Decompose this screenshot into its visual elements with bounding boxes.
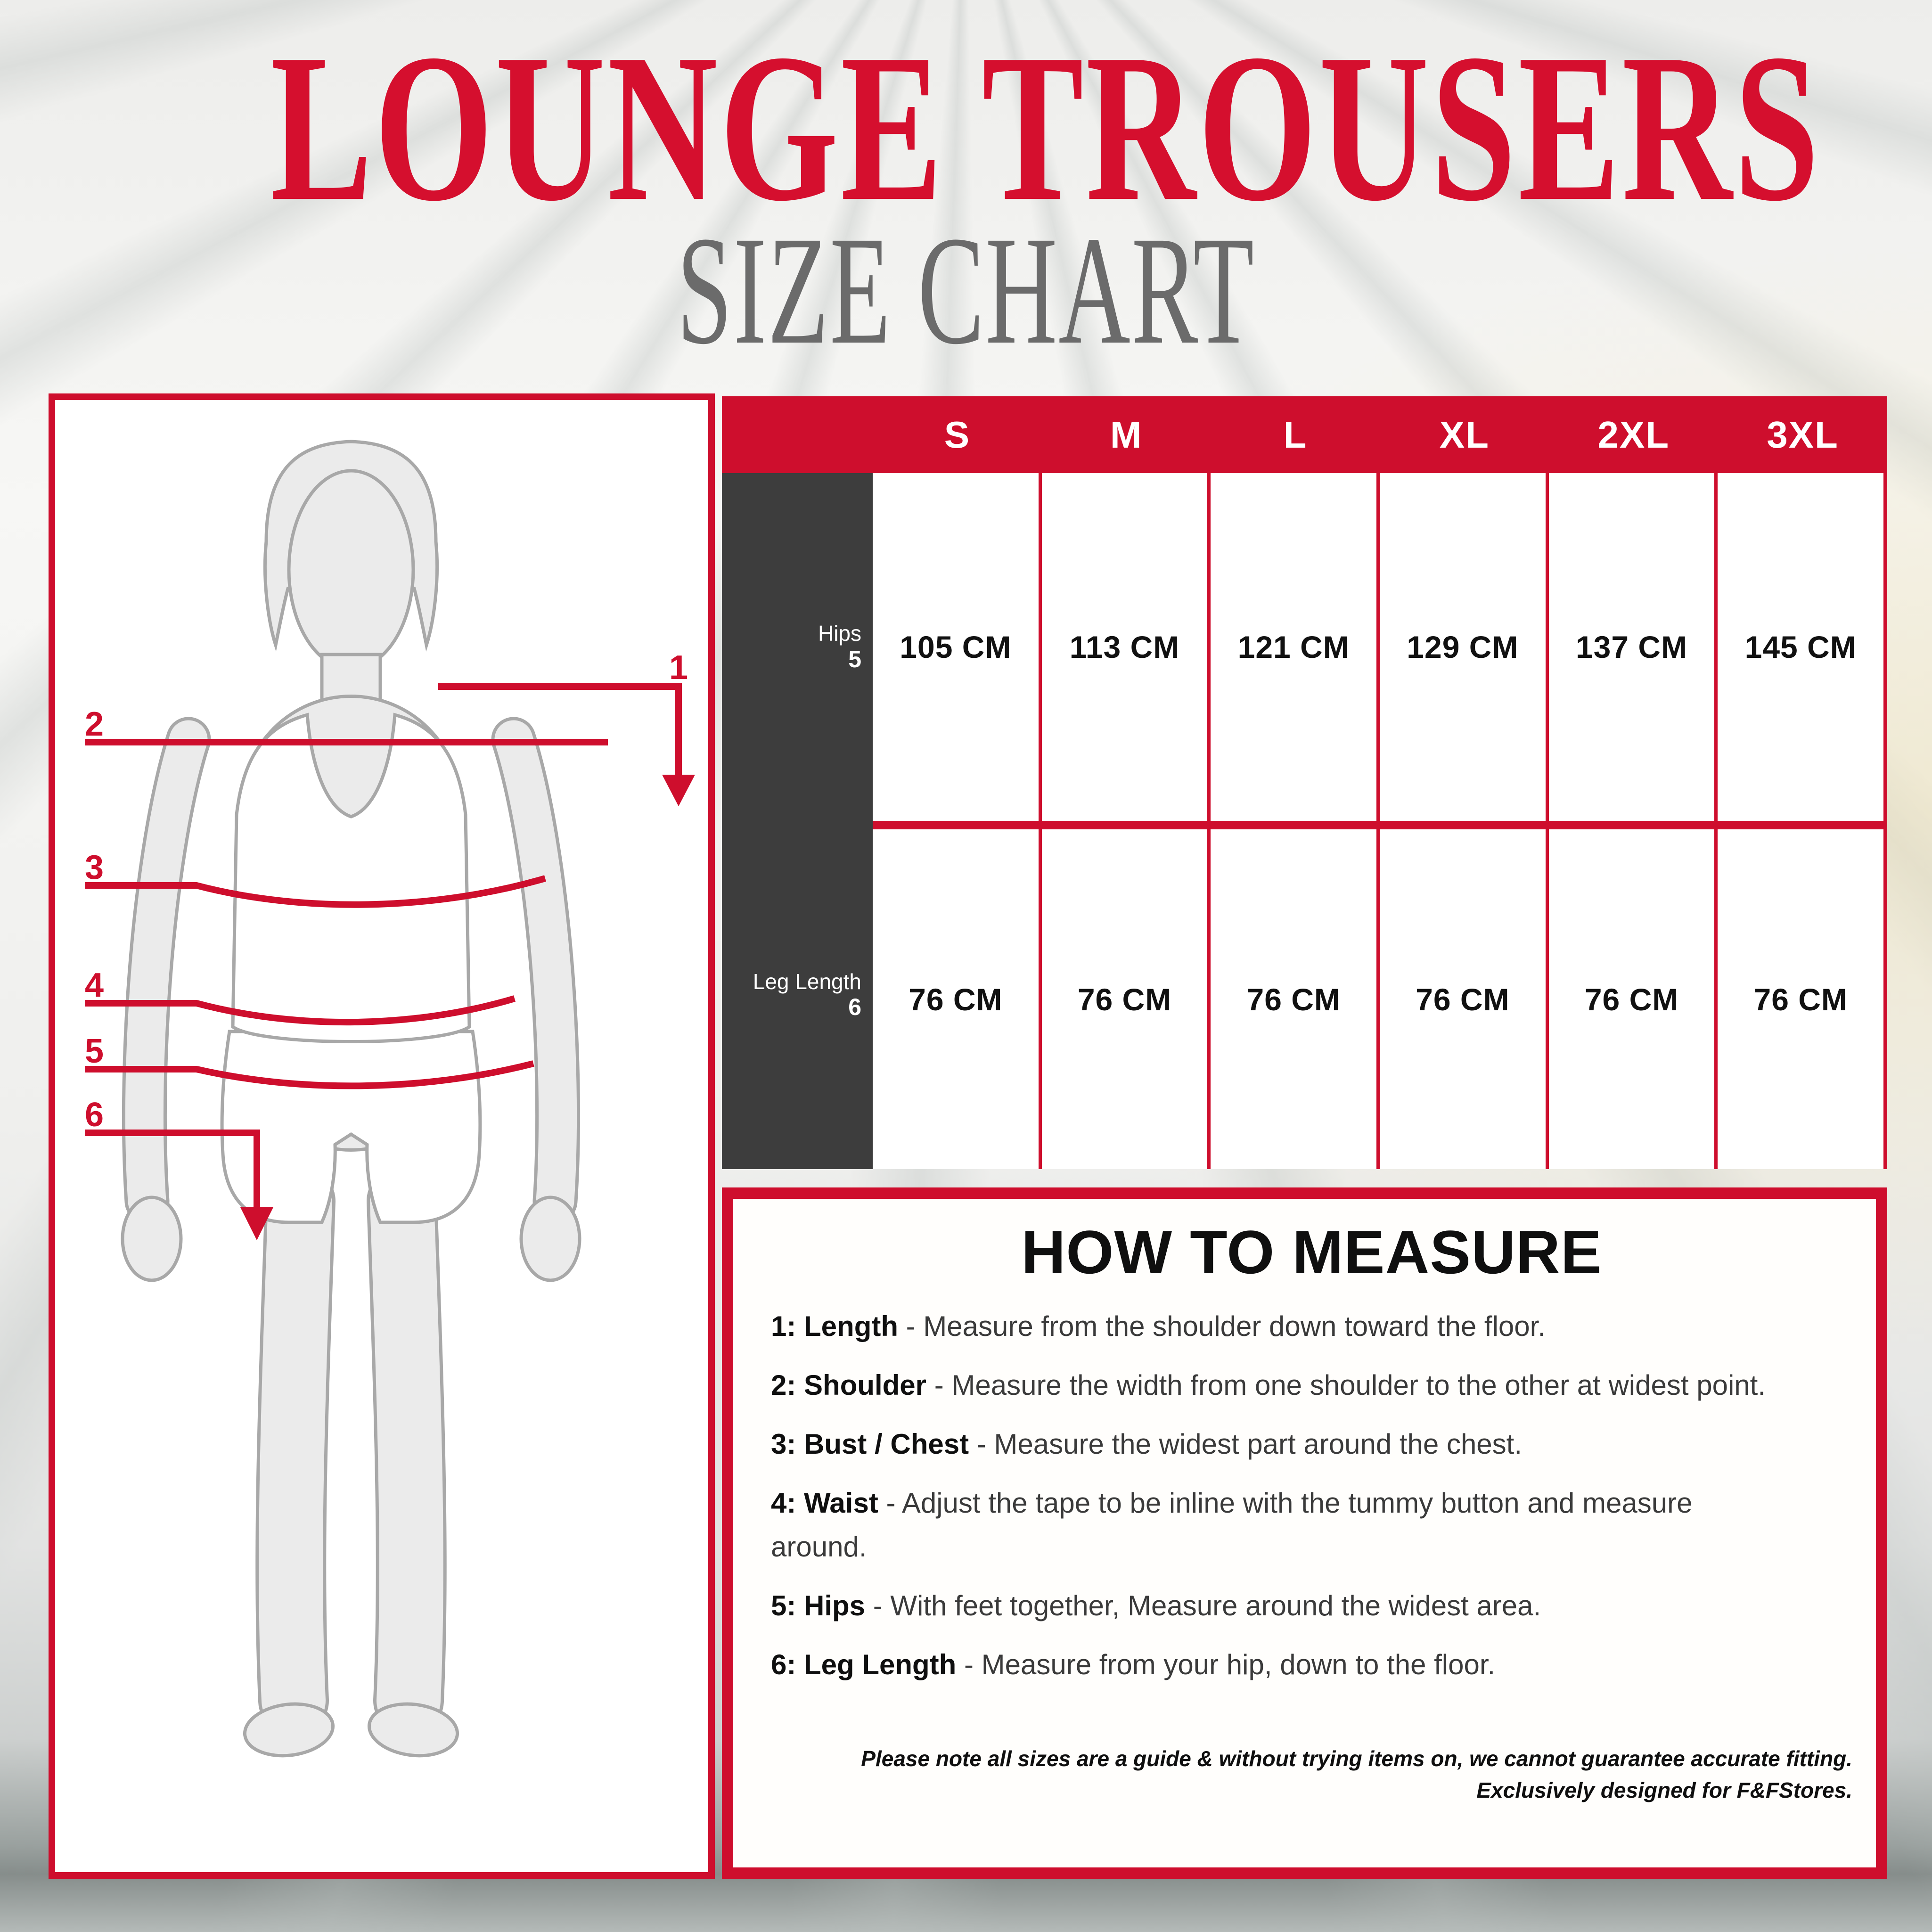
- measure-item-4: [771, 1481, 1782, 1569]
- measure-item-1: [771, 1304, 1782, 1348]
- measure-item-5: [771, 1584, 1782, 1628]
- row-label-text: Leg Length: [753, 969, 861, 994]
- measure-line-3: [85, 878, 545, 905]
- cell-hips-2xl: 137 CM: [1546, 473, 1715, 821]
- cell-leg-xl: 76 CM: [1376, 829, 1546, 1169]
- measure-item-label: 6: Leg Length: [771, 1649, 957, 1680]
- table-row-leg-length: [873, 821, 1883, 1169]
- size-table-header: [722, 396, 1887, 473]
- measure-item-desc: - Measure the widest part around the chest.: [976, 1428, 1523, 1460]
- measure-line-1: [438, 687, 679, 777]
- measure-item-label: 3: Bust / Chest: [771, 1428, 969, 1460]
- measure-item-6: [771, 1643, 1782, 1686]
- disclaimer-note: Please note all sizes are a guide & without trying items on, we cannot guarantee accurate fitting.: [861, 1746, 1852, 1771]
- measure-label-4: 4: [85, 966, 104, 1004]
- row-label-text: Hips: [818, 621, 861, 646]
- row-label-number: 5: [848, 646, 861, 672]
- page-title: LOUNGE TROUSERS: [270, 10, 1821, 245]
- measure-item-3: [771, 1422, 1782, 1466]
- measure-label-6: 6: [85, 1096, 104, 1134]
- body-diagram-panel: [49, 393, 715, 1879]
- size-table-body: [722, 473, 1887, 1169]
- measure-label-column: [722, 473, 873, 1169]
- size-col-header-l: L: [1283, 413, 1308, 456]
- arrow-down-icon: [662, 775, 695, 806]
- cell-hips-3xl: 145 CM: [1714, 473, 1883, 821]
- measure-line-4: [85, 999, 515, 1022]
- row-label-leg-length: [722, 821, 873, 1170]
- cell-leg-l: 76 CM: [1207, 829, 1376, 1169]
- size-col-header-xl: XL: [1439, 413, 1490, 456]
- measure-item-label: 1: Length: [771, 1310, 898, 1342]
- how-to-measure-panel: [722, 1187, 1887, 1879]
- cell-leg-2xl: 76 CM: [1546, 829, 1715, 1169]
- measure-item-label: 2: Shoulder: [771, 1369, 927, 1401]
- cell-leg-m: 76 CM: [1039, 829, 1208, 1169]
- measure-item-label: 4: Waist: [771, 1487, 878, 1519]
- measure-item-desc: - Adjust the tape to be inline with the tummy button and measure around.: [771, 1487, 1693, 1563]
- arrow-down-icon: [240, 1207, 273, 1240]
- measure-item-desc: - Measure from the shoulder down toward the floor.: [906, 1310, 1546, 1342]
- table-row-hips: [873, 473, 1883, 821]
- title-block: [0, 10, 1932, 377]
- measure-item-2: [771, 1363, 1782, 1407]
- cell-hips-s: 105 CM: [900, 630, 1012, 664]
- cell-leg-s: 76 CM: [909, 982, 1003, 1017]
- how-to-measure-heading: HOW TO MEASURE: [1021, 1218, 1602, 1286]
- measure-item-desc: - With feet together, Measure around the widest area.: [873, 1590, 1541, 1621]
- measure-item-label: 5: Hips: [771, 1590, 866, 1621]
- size-table: [722, 396, 1887, 1169]
- row-label-hips: [722, 473, 873, 821]
- measure-item-desc: - Measure from your hip, down to the floor.: [964, 1649, 1496, 1680]
- size-col-header-3xl: 3XL: [1767, 413, 1839, 456]
- measure-line-5: [85, 1064, 533, 1086]
- measure-label-5: 5: [85, 1032, 104, 1070]
- measure-item-desc: - Measure the width from one shoulder to the other at widest point.: [934, 1369, 1766, 1401]
- cell-hips-l: 121 CM: [1207, 473, 1376, 821]
- row-label-number: 6: [848, 994, 861, 1021]
- measure-label-2: 2: [85, 705, 104, 743]
- cell-hips-xl: 129 CM: [1376, 473, 1546, 821]
- measure-label-1: 1: [669, 649, 688, 687]
- measure-line-6: [85, 1133, 257, 1210]
- brand-note: Exclusively designed for F&FStores.: [1476, 1777, 1852, 1802]
- cell-hips-m: 113 CM: [1039, 473, 1208, 821]
- size-col-header-m: M: [1110, 413, 1143, 456]
- size-col-header-2xl: 2XL: [1597, 413, 1670, 456]
- footer-notes: [771, 1743, 1852, 1806]
- cell-leg-3xl: 76 CM: [1714, 829, 1883, 1169]
- measure-label-3: 3: [85, 849, 104, 886]
- size-col-header-s: S: [944, 413, 971, 456]
- measurement-lines-overlay: [55, 400, 708, 1872]
- page-subtitle: SIZE CHART: [677, 204, 1255, 377]
- how-to-measure-list: [771, 1304, 1852, 1686]
